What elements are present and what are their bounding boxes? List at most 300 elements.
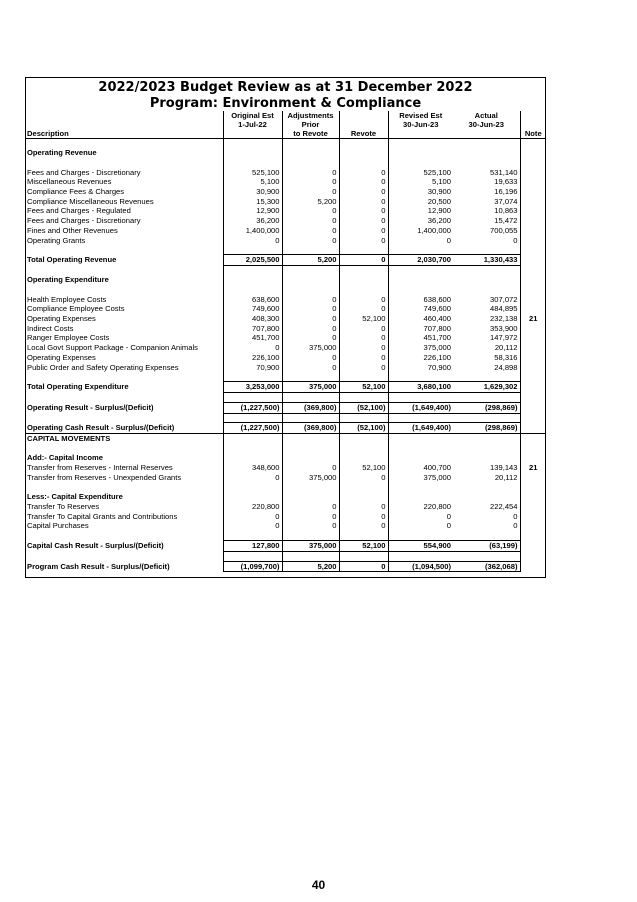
blank-cell — [25, 551, 223, 561]
adjustments-value: 0 — [282, 206, 339, 216]
budget-table — [25, 111, 546, 572]
table-row — [25, 482, 546, 492]
line-item-label: Compliance Miscellaneous Revenues — [27, 196, 154, 206]
revote-value: 0 — [339, 333, 388, 343]
blank-cell — [223, 453, 282, 463]
blank-cell — [282, 433, 339, 443]
line-item-label: Ranger Employee Costs — [27, 333, 110, 343]
blank-cell — [388, 158, 453, 168]
blank-cell — [339, 372, 388, 382]
table-row — [25, 139, 546, 149]
original-est-value: 3,253,000 — [223, 382, 282, 393]
original-est-value: (1,099,700) — [223, 561, 282, 572]
revote-value: (52,100) — [339, 423, 388, 434]
blank-cell — [282, 266, 339, 276]
adjustments-value: 5,200 — [282, 561, 339, 572]
blank-cell — [520, 275, 546, 285]
actual-value: 222,454 — [490, 501, 518, 511]
table-row — [25, 423, 546, 434]
header-description: Description — [25, 129, 223, 139]
blank-cell — [25, 531, 223, 541]
table-body — [25, 139, 546, 572]
line-item-label: Transfer To Capital Grants and Contributions — [27, 511, 178, 521]
line-item-label: Transfer from Reserves - Unexpended Grants — [27, 472, 182, 482]
note-value: 21 — [520, 463, 546, 473]
blank-cell — [339, 482, 388, 492]
table-row — [25, 255, 546, 266]
report-title: 2022/2023 Budget Review as at 31 December 2022 — [98, 80, 473, 95]
adjustments-value: 0 — [282, 333, 339, 343]
note-value — [520, 177, 546, 187]
blank-cell — [223, 482, 282, 492]
revote-value: 0 — [339, 255, 388, 266]
blank-cell — [339, 393, 388, 403]
blank-cell — [339, 245, 388, 255]
adjustments-value: 0 — [282, 168, 339, 178]
original-est-value: 2,025,500 — [223, 255, 282, 266]
note-value — [520, 197, 546, 207]
header-note-spacer — [520, 111, 546, 120]
actual-value: 147,972 — [490, 333, 518, 343]
total-label: Program Cash Result - Surplus/(Deficit) — [27, 561, 170, 571]
note-value — [520, 206, 546, 216]
header-row — [25, 120, 546, 129]
revised-est-value: 638,600 — [388, 295, 453, 305]
blank-cell — [453, 275, 520, 285]
table-row — [25, 216, 546, 226]
blank-cell — [388, 492, 453, 502]
blank-cell — [339, 453, 388, 463]
original-est-value: 36,200 — [223, 216, 282, 226]
blank-cell — [520, 444, 546, 454]
revised-est-value: (1,649,400) — [388, 402, 453, 413]
revote-value: 0 — [339, 561, 388, 572]
revised-est-value: 226,100 — [388, 353, 453, 363]
blank-cell — [25, 266, 223, 276]
blank-cell — [388, 245, 453, 255]
note-value — [520, 216, 546, 226]
adjustments-value: 0 — [282, 304, 339, 314]
actual-value: 10,863 — [494, 206, 518, 216]
actual-value: (63,199) — [453, 541, 520, 552]
adjustments-value: 5,200 — [282, 197, 339, 207]
original-est-value: 0 — [223, 512, 282, 522]
line-item-label: Fees and Charges - Discretionary — [27, 167, 141, 177]
section-heading: Add:- Capital Income — [27, 453, 103, 463]
revote-value: 0 — [339, 187, 388, 197]
capital-movements-heading: CAPITAL MOVEMENTS — [25, 433, 223, 443]
revote-value: 0 — [339, 197, 388, 207]
adjustments-value: 375,000 — [282, 541, 339, 552]
blank-cell — [388, 413, 453, 423]
blank-cell — [388, 372, 453, 382]
revote-value: (52,100) — [339, 402, 388, 413]
table-row — [25, 453, 546, 463]
table-row — [25, 275, 546, 285]
blank-cell — [223, 245, 282, 255]
line-item-label: Public Order and Safety Operating Expenses — [27, 362, 179, 372]
revote-value: 0 — [339, 168, 388, 178]
revised-est-value: 20,500 — [388, 197, 453, 207]
adjustments-value: 0 — [282, 295, 339, 305]
table-row — [25, 502, 546, 512]
note-value — [520, 363, 546, 373]
table-row — [25, 382, 546, 393]
blank-cell — [520, 433, 546, 443]
note-value — [520, 226, 546, 236]
blank-cell — [339, 158, 388, 168]
note-value — [520, 255, 546, 266]
original-est-value: 348,600 — [223, 463, 282, 473]
blank-cell — [339, 139, 388, 149]
note-value — [520, 304, 546, 314]
table-row — [25, 353, 546, 363]
page-number: 40 — [311, 878, 326, 892]
actual-value: 19,633 — [494, 177, 518, 187]
adjustments-value: 375,000 — [282, 343, 339, 353]
table-row — [25, 402, 546, 413]
blank-cell — [223, 275, 282, 285]
table-row — [25, 206, 546, 216]
note-value — [520, 423, 546, 434]
revote-value: 0 — [339, 236, 388, 246]
blank-cell — [388, 139, 453, 149]
actual-value: 24,898 — [494, 362, 518, 372]
original-est-value: 451,700 — [223, 333, 282, 343]
blank-cell — [223, 148, 282, 158]
blank-cell — [339, 531, 388, 541]
table-row — [25, 413, 546, 423]
revised-est-value: 0 — [388, 512, 453, 522]
blank-cell — [25, 158, 223, 168]
header-actual: Actual — [474, 111, 498, 120]
blank-cell — [453, 482, 520, 492]
blank-cell — [453, 551, 520, 561]
line-item-label: Capital Purchases — [27, 521, 89, 531]
original-est-value: 220,800 — [223, 502, 282, 512]
revised-est-value: 5,100 — [388, 177, 453, 187]
revised-est-value: 0 — [388, 236, 453, 246]
blank-cell — [453, 393, 520, 403]
adjustments-value: 0 — [282, 353, 339, 363]
blank-cell — [520, 245, 546, 255]
adjustments-value: 375,000 — [282, 382, 339, 393]
original-est-value: (1,227,500) — [223, 423, 282, 434]
original-est-value: 5,100 — [223, 177, 282, 187]
blank-cell — [520, 266, 546, 276]
note-value — [520, 168, 546, 178]
table-row — [25, 197, 546, 207]
blank-cell — [339, 413, 388, 423]
revised-est-value: 375,000 — [388, 473, 453, 483]
line-item-label: Compliance Employee Costs — [27, 304, 125, 314]
blank-cell — [282, 482, 339, 492]
adjustments-value: 0 — [282, 187, 339, 197]
original-est-value: 707,800 — [223, 324, 282, 334]
original-est-value: 70,900 — [223, 363, 282, 373]
blank-cell — [25, 482, 223, 492]
blank-cell — [388, 393, 453, 403]
actual-value: 15,472 — [494, 216, 518, 226]
actual-value: 20,112 — [494, 472, 518, 482]
table-row — [25, 304, 546, 314]
revote-value: 0 — [339, 343, 388, 353]
table-row — [25, 541, 546, 552]
total-label: Total Operating Revenue — [27, 255, 117, 265]
note-value — [520, 502, 546, 512]
header-original-date: 1-Jul-22 — [223, 120, 282, 129]
actual-value: 20,112 — [494, 343, 518, 353]
blank-cell — [223, 266, 282, 276]
original-est-value: 0 — [223, 236, 282, 246]
actual-value: 1,330,433 — [453, 255, 520, 266]
note-value — [520, 187, 546, 197]
blank-cell — [282, 158, 339, 168]
revote-value: 0 — [339, 295, 388, 305]
table-row — [25, 187, 546, 197]
blank-cell — [223, 433, 282, 443]
actual-value: (298,869) — [453, 402, 520, 413]
blank-cell — [25, 372, 223, 382]
revote-value: 52,100 — [339, 541, 388, 552]
blank-cell — [453, 139, 520, 149]
actual-value: 307,072 — [490, 294, 518, 304]
blank-cell — [282, 148, 339, 158]
table-row — [25, 372, 546, 382]
table-row — [25, 168, 546, 178]
blank-cell — [282, 285, 339, 295]
blank-cell — [453, 531, 520, 541]
actual-value: 0 — [513, 235, 518, 245]
adjustments-value: 0 — [282, 512, 339, 522]
blank-cell — [388, 482, 453, 492]
note-value — [520, 512, 546, 522]
blank-cell — [282, 492, 339, 502]
blank-cell — [453, 444, 520, 454]
blank-cell — [520, 531, 546, 541]
blank-cell — [282, 531, 339, 541]
revised-est-value: 70,900 — [388, 363, 453, 373]
note-value — [520, 236, 546, 246]
table-row — [25, 295, 546, 305]
blank-cell — [223, 372, 282, 382]
revote-value: 0 — [339, 177, 388, 187]
blank-cell — [339, 266, 388, 276]
header-to-revote: to Revote — [282, 129, 339, 139]
revised-est-value: 375,000 — [388, 343, 453, 353]
blank-cell — [388, 148, 453, 158]
note-value — [520, 353, 546, 363]
blank-cell — [282, 444, 339, 454]
blank-cell — [223, 393, 282, 403]
blank-cell — [453, 453, 520, 463]
line-item-label: Transfer from Reserves - Internal Reserves — [27, 463, 173, 473]
original-est-value: (1,227,500) — [223, 402, 282, 413]
header-revote-spacer — [339, 111, 388, 120]
actual-value: 0 — [513, 511, 518, 521]
revised-est-value: 525,100 — [388, 168, 453, 178]
actual-value: 37,074 — [494, 196, 518, 206]
header-description-spacer — [25, 111, 223, 120]
revised-est-value: 707,800 — [388, 324, 453, 334]
blank-cell — [339, 551, 388, 561]
actual-value: 484,895 — [490, 304, 518, 314]
blank-cell — [388, 453, 453, 463]
table-row — [25, 266, 546, 276]
header-revised-est: Revised Est — [388, 111, 453, 120]
table-row — [25, 226, 546, 236]
original-est-value: 226,100 — [223, 353, 282, 363]
table-row — [25, 561, 546, 572]
adjustments-value: 0 — [282, 502, 339, 512]
header-note: Note — [520, 129, 546, 139]
table-row — [25, 333, 546, 343]
line-item-label: Operating Expenses — [27, 314, 96, 324]
table-row — [25, 324, 546, 334]
table-row — [25, 473, 546, 483]
line-item-label: Fees and Charges - Discretionary — [27, 216, 141, 226]
blank-cell — [25, 393, 223, 403]
blank-cell — [223, 531, 282, 541]
blank-cell — [520, 148, 546, 158]
blank-cell — [339, 433, 388, 443]
blank-cell — [339, 148, 388, 158]
original-est-value: 0 — [223, 473, 282, 483]
blank-cell — [282, 139, 339, 149]
table-row — [25, 363, 546, 373]
line-item-label: Indirect Costs — [27, 323, 74, 333]
adjustments-value: 0 — [282, 521, 339, 531]
revised-est-value: 1,400,000 — [388, 226, 453, 236]
blank-cell — [223, 285, 282, 295]
revised-est-value: (1,094,500) — [388, 561, 453, 572]
blank-cell — [282, 551, 339, 561]
line-item-label: Transfer To Reserves — [27, 501, 100, 511]
blank-cell — [25, 285, 223, 295]
actual-value: 232,138 — [490, 314, 518, 324]
original-est-value: 15,300 — [223, 197, 282, 207]
blank-cell — [520, 551, 546, 561]
table-row — [25, 285, 546, 295]
table-row — [25, 492, 546, 502]
blank-cell — [339, 492, 388, 502]
adjustments-value: 0 — [282, 463, 339, 473]
revote-value: 0 — [339, 363, 388, 373]
note-value — [520, 295, 546, 305]
table-row — [25, 512, 546, 522]
revised-est-value: 460,400 — [388, 314, 453, 324]
note-value — [520, 561, 546, 572]
blank-cell — [388, 433, 453, 443]
revised-est-value: 3,680,100 — [388, 382, 453, 393]
original-est-value: 12,900 — [223, 206, 282, 216]
total-label: Total Operating Expenditure — [27, 382, 129, 392]
blank-cell — [520, 393, 546, 403]
line-item-label: Local Govt Support Package - Companion Animals — [27, 343, 198, 353]
note-value — [520, 382, 546, 393]
note-value — [520, 402, 546, 413]
blank-cell — [25, 413, 223, 423]
header-row — [25, 111, 546, 120]
header-original-est: Original Est — [223, 111, 282, 120]
revote-value: 0 — [339, 324, 388, 334]
blank-cell — [520, 158, 546, 168]
table-row — [25, 148, 546, 158]
original-est-value: 749,600 — [223, 304, 282, 314]
note-value — [520, 521, 546, 531]
blank-cell — [453, 266, 520, 276]
table-row — [25, 314, 546, 324]
section-heading: Less:- Capital Expenditure — [27, 492, 123, 502]
revised-est-value: 30,900 — [388, 187, 453, 197]
table-row — [25, 433, 546, 443]
table-row — [25, 343, 546, 353]
table-row — [25, 444, 546, 454]
blank-cell — [25, 139, 223, 149]
note-value — [520, 324, 546, 334]
actual-value: 531,140 — [490, 167, 518, 177]
blank-cell — [520, 139, 546, 149]
original-est-value: 127,800 — [223, 541, 282, 552]
original-est-value: 525,100 — [223, 168, 282, 178]
blank-cell — [388, 275, 453, 285]
blank-cell — [388, 266, 453, 276]
blank-cell — [223, 139, 282, 149]
table-row — [25, 521, 546, 531]
adjustments-value: 0 — [282, 363, 339, 373]
blank-cell — [223, 413, 282, 423]
original-est-value: 1,400,000 — [223, 226, 282, 236]
revote-value: 0 — [339, 473, 388, 483]
revote-value: 0 — [339, 353, 388, 363]
revote-value: 0 — [339, 304, 388, 314]
header-revote: Revote — [339, 129, 388, 139]
revote-value: 52,100 — [339, 463, 388, 473]
actual-value: 0 — [513, 521, 518, 531]
revised-est-value: 451,700 — [388, 333, 453, 343]
table-row — [25, 463, 546, 473]
table-row — [25, 158, 546, 168]
actual-value: 16,196 — [494, 186, 518, 196]
revised-est-value: 2,030,700 — [388, 255, 453, 266]
line-item-label: Fees and Charges - Regulated — [27, 206, 131, 216]
actual-value: 353,900 — [490, 323, 518, 333]
actual-value: 139,143 — [490, 463, 518, 473]
blank-cell — [520, 285, 546, 295]
blank-cell — [223, 444, 282, 454]
blank-cell — [339, 285, 388, 295]
blank-cell — [282, 413, 339, 423]
revote-value: 0 — [339, 206, 388, 216]
original-est-value: 0 — [223, 521, 282, 531]
revised-est-value: 400,700 — [388, 463, 453, 473]
note-value — [520, 343, 546, 353]
line-item-label: Miscellaneous Revenues — [27, 177, 112, 187]
table-row — [25, 177, 546, 187]
header-row — [25, 129, 546, 139]
blank-cell — [388, 531, 453, 541]
revote-value: 0 — [339, 521, 388, 531]
revote-value: 0 — [339, 216, 388, 226]
blank-cell — [223, 158, 282, 168]
actual-value: 58,316 — [494, 352, 518, 362]
revised-est-value: 12,900 — [388, 206, 453, 216]
line-item-label: Compliance Fees & Charges — [27, 186, 125, 196]
blank-cell — [282, 453, 339, 463]
blank-cell — [25, 444, 223, 454]
actual-value: 700,055 — [490, 225, 518, 235]
blank-cell — [282, 393, 339, 403]
